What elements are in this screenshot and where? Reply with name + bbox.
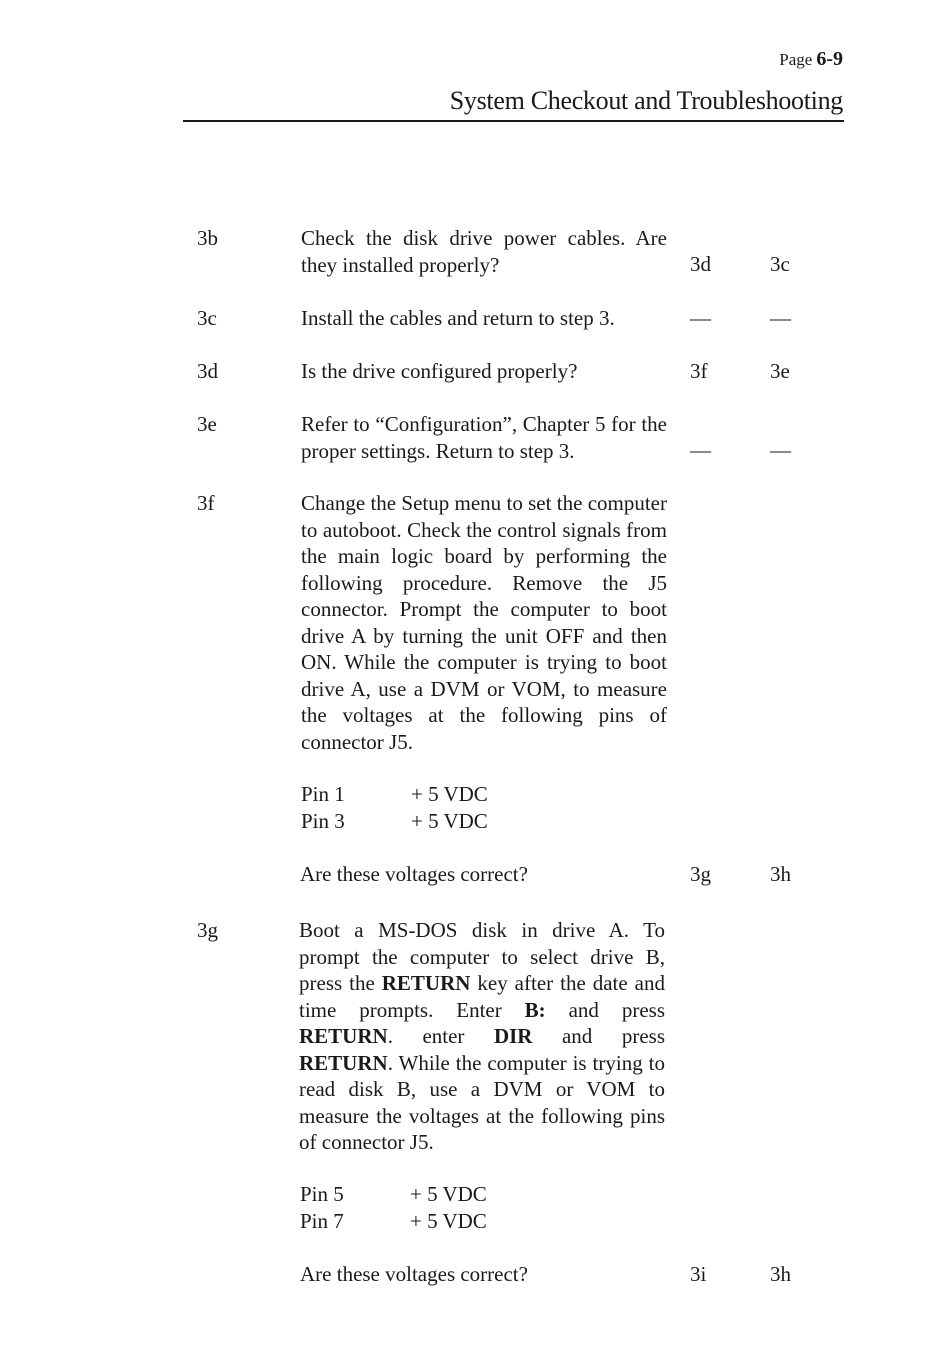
section-title: System Checkout and Troubleshooting xyxy=(449,86,843,115)
question-text: Are these voltages correct? xyxy=(300,1262,528,1286)
step-id: 3g xyxy=(197,918,218,942)
pin-row xyxy=(301,781,601,808)
step-id: 3d xyxy=(197,359,218,383)
pin-row xyxy=(301,808,601,835)
step-text: Check the disk drive power cables. Are they installed properly? xyxy=(301,226,667,277)
step-id: 3f xyxy=(197,491,215,515)
pin-name: Pin 7 xyxy=(300,1208,344,1233)
pin-name: Pin 3 xyxy=(301,808,345,833)
pin-row xyxy=(300,1181,600,1208)
yes-target: 3f xyxy=(690,359,708,383)
page-number-label xyxy=(700,48,843,71)
no-target: — xyxy=(770,306,791,330)
pin-list-3g xyxy=(300,1181,600,1234)
step-id: 3c xyxy=(197,306,217,330)
yes-target: 3g xyxy=(690,862,711,886)
page-number: 6-9 xyxy=(816,48,843,70)
no-target: 3h xyxy=(770,862,791,886)
step-text: Install the cables and return to step 3. xyxy=(301,306,615,330)
pin-value: + 5 VDC xyxy=(411,808,488,833)
pin-value: + 5 VDC xyxy=(410,1182,487,1206)
step-id: 3e xyxy=(197,412,217,436)
step-text: Boot a MS-DOS disk in drive A. To prompt the computer to select drive B, press the RETURN key after the date and time prompts. Enter B: and press RETURN. enter DIR and press RETURN. While the computer is trying to read disk B, use a DVM or VOM to measure the voltages at the following pins of connector J5. xyxy=(299,918,666,1154)
no-target: — xyxy=(770,438,791,462)
step-id: 3b xyxy=(197,226,218,250)
page-word: Page xyxy=(779,50,813,69)
yes-target: 3i xyxy=(690,1262,707,1286)
yes-target: — xyxy=(690,438,711,462)
question-text: Are these voltages correct? xyxy=(300,862,528,886)
pin-row xyxy=(300,1208,600,1235)
step-text: Is the drive configured properly? xyxy=(301,359,578,383)
header-rule xyxy=(183,120,844,122)
no-target: 3h xyxy=(770,1262,791,1286)
yes-target: 3d xyxy=(690,252,711,276)
step-text: Refer to “Configuration”, Chapter 5 for the proper settings. Return to step 3. xyxy=(301,412,667,463)
no-target: 3e xyxy=(770,359,790,383)
yes-target: — xyxy=(690,306,711,330)
no-target: 3c xyxy=(770,252,790,276)
pin-name: Pin 1 xyxy=(301,782,345,806)
step-text: Change the Setup menu to set the computer to autoboot. Check the control signals from the main logic board by performing the following procedure. Remove the J5 connector. Prompt the computer to boot drive A by turning the unit OFF and then ON. While the computer is trying to boot drive A, use a DVM or VOM, to measure the voltages at the following pins of connector J5. xyxy=(301,491,667,754)
pin-list-3f xyxy=(301,781,601,834)
pin-value: + 5 VDC xyxy=(411,782,488,806)
pin-value: + 5 VDC xyxy=(410,1208,487,1233)
pin-name: Pin 5 xyxy=(300,1182,344,1206)
